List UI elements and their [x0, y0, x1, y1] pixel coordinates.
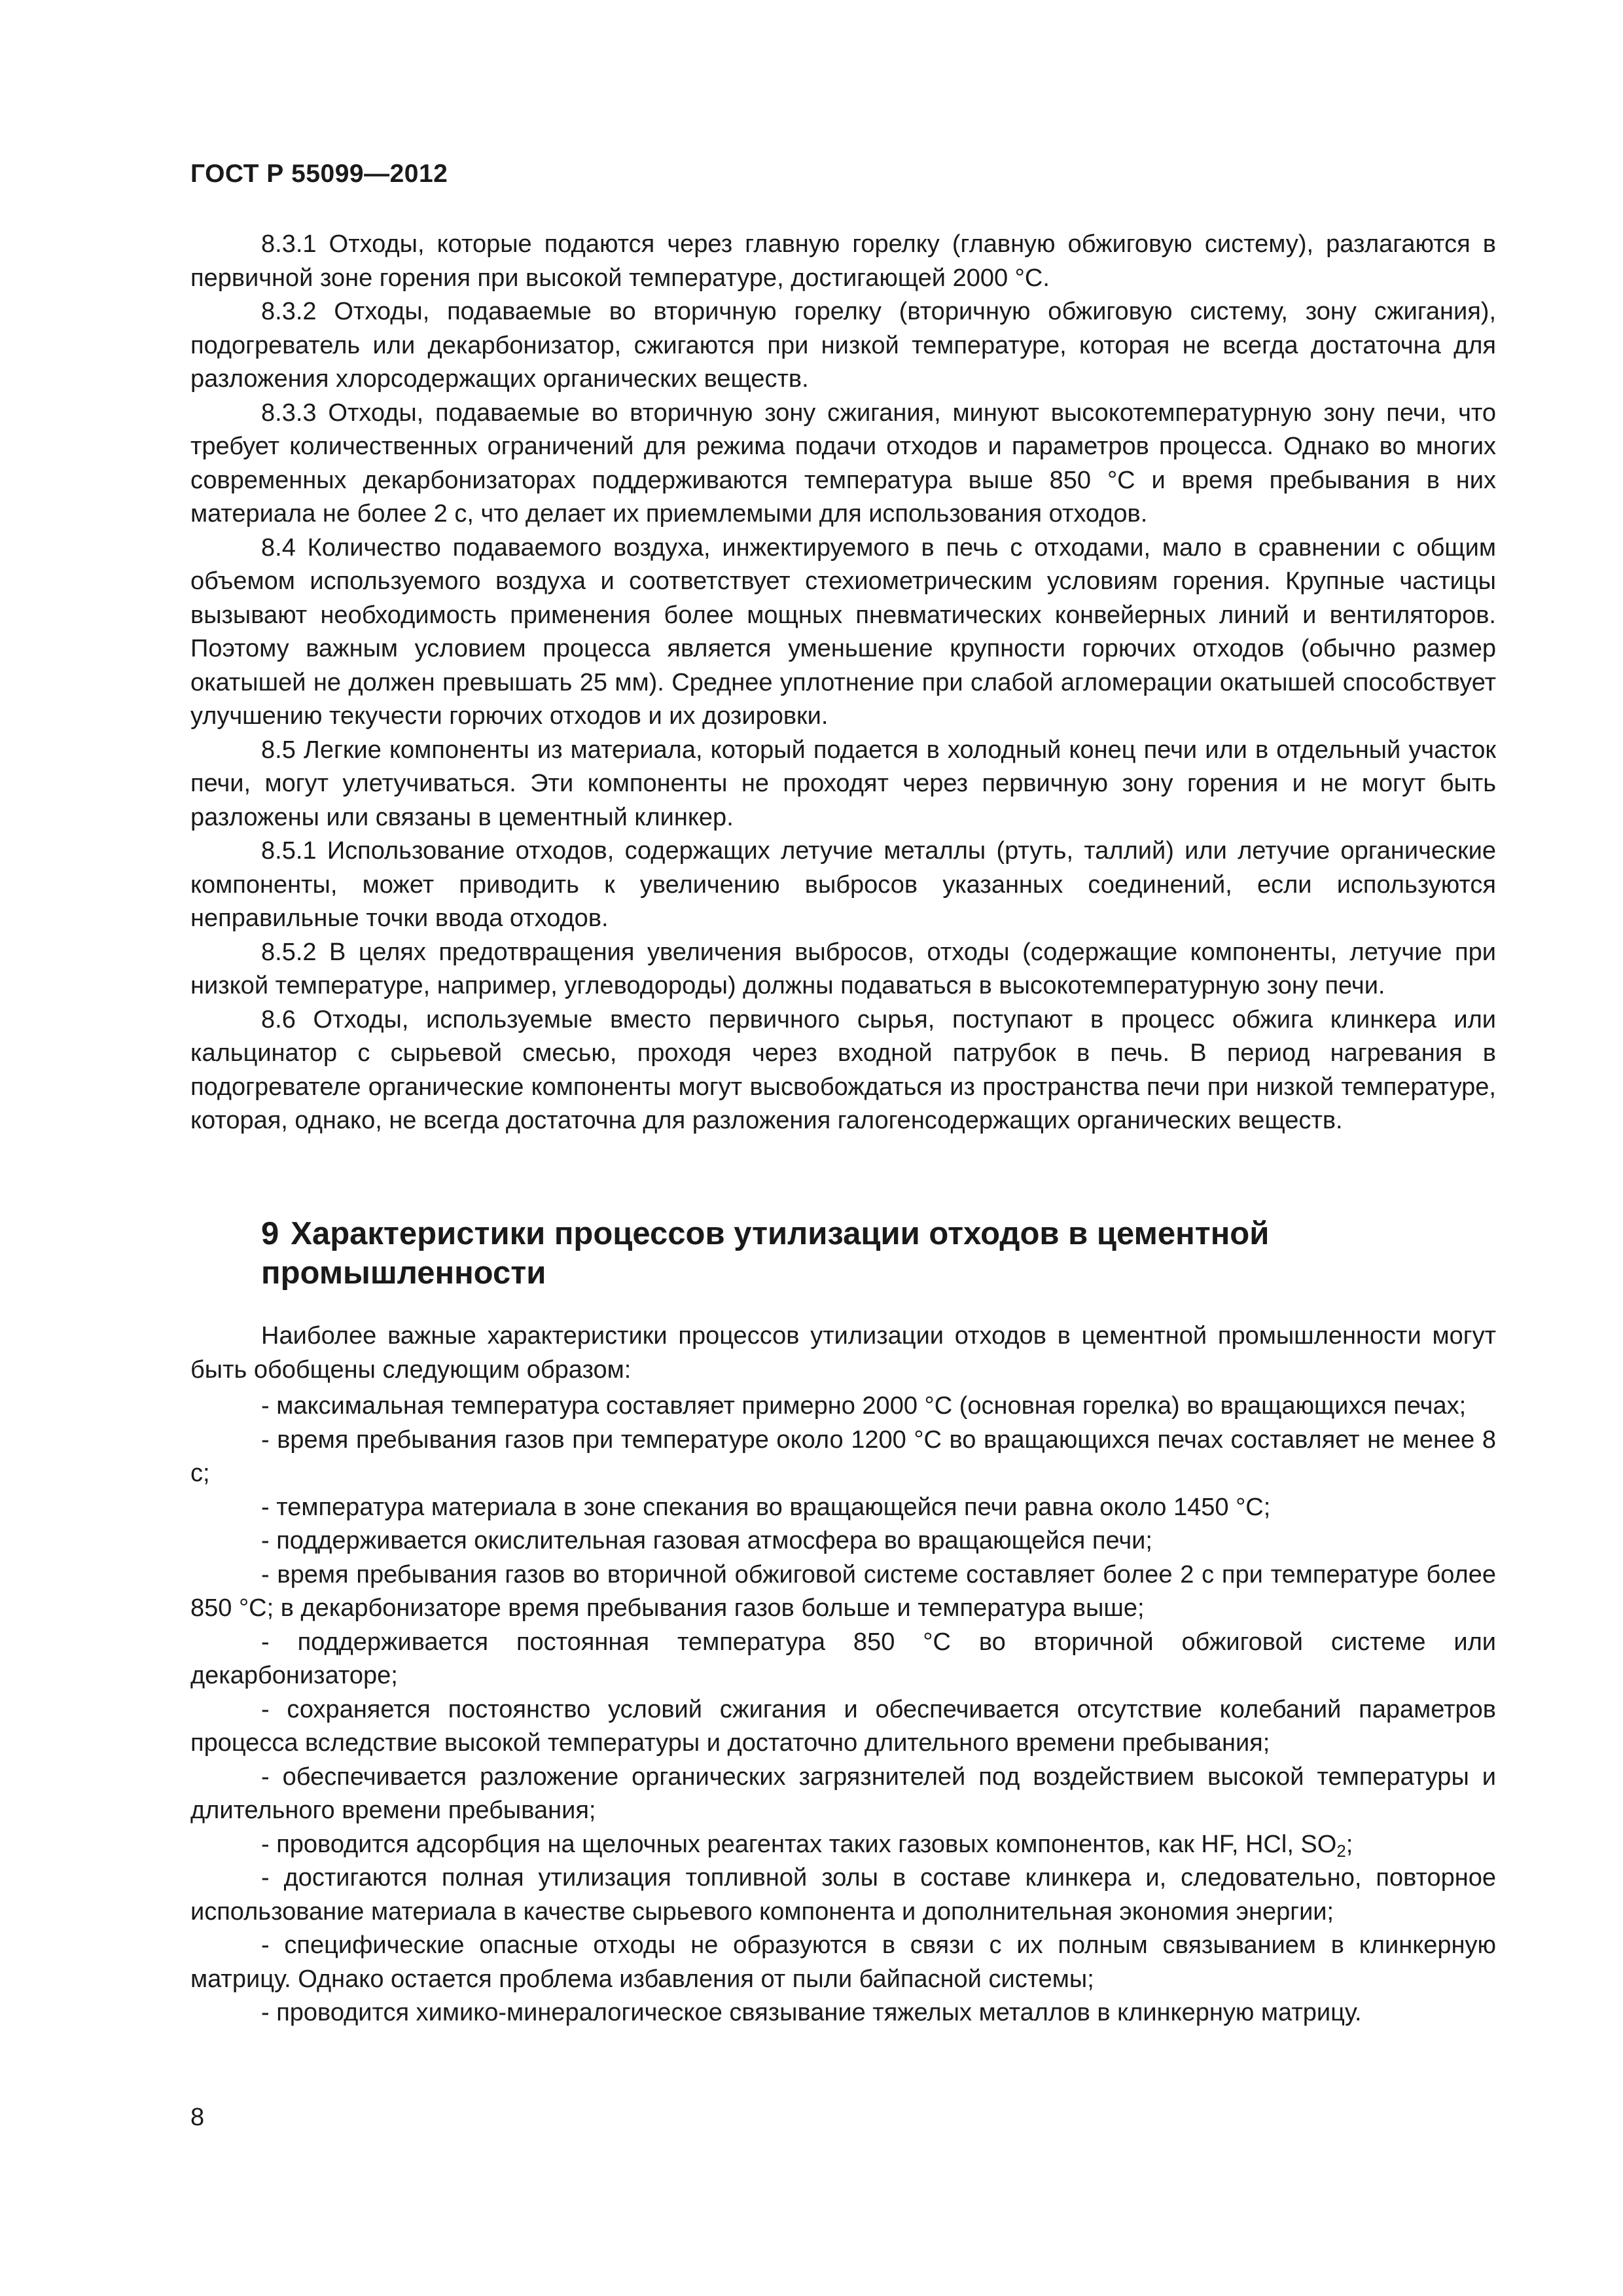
- paragraph-8-5-2: 8.5.2 В целях предотвращения увеличения выбросов, отходы (содержащие компоненты, летучие при низкой температуре, например, углеводороды) должны подаваться в высокотемпературную зону печи.: [190, 938, 1496, 999]
- list-item: - обеспечивается разложение органических загрязнителей под воздействием высокой температуры и длительного времени пребывания;: [190, 1763, 1496, 1824]
- so2-item-suffix: ;: [1346, 1830, 1353, 1858]
- list-item: - максимальная температура составляет примерно 2000 °С (основная горелка) во вращающихся печах;: [261, 1392, 1467, 1420]
- document-header: ГОСТ Р 55099—2012: [190, 160, 448, 188]
- section-title-text: Характеристики процессов утилизации отходов в цементной промышленности: [261, 1216, 1270, 1291]
- list-item: - сохраняется постоянство условий сжигания и обеспечивается отсутствие колебаний параметров процесса вследствие высокой температуры и достаточно длительного времени пребывания;: [190, 1695, 1496, 1757]
- paragraph-8-3-3: 8.3.3 Отходы, подаваемые во вторичную зону сжигания, минуют высокотемпературную зону печи, что требует количественных ограничений для режима подачи отходов и параметров процесса. Однако во многих современных декарбонизаторах поддерживаются температура выше 850 °С и время пребывания в них материала не более 2 с, что делает их приемлемыми для использования отходов.: [190, 399, 1496, 528]
- so2-subscript: 2: [1336, 1842, 1346, 1861]
- paragraph-8-6: 8.6 Отходы, используемые вместо первичного сырья, поступают в процесс обжига клинкера или кальцинатор с сырьевой смесью, проходя через входной патрубок в печь. В период нагревания в подогревателе органические компоненты могут высвобождаться из пространства печи при низкой температуре, которая, однако, не всегда достаточна для разложения галогенсодержащих органических веществ.: [190, 1005, 1496, 1134]
- list-item: - температура материала в зоне спекания во вращающейся печи равна около 1450 °С;: [261, 1493, 1271, 1521]
- list-item: - поддерживается постоянная температура 850 °С во вторичной обжиговой системе или декарбонизаторе;: [190, 1628, 1496, 1689]
- paragraph-8-3-2: 8.3.2 Отходы, подаваемые во вторичную горелку (вторичную обжиговую систему, зону сжигания), подогреватель или декарбонизатор, сжигаются при низкой температуре, которая не всегда достаточна для разложения хлорсодержащих органических веществ.: [190, 298, 1496, 393]
- section-9-intro: Наиболее важные характеристики процессов утилизации отходов в цементной промышленности могут быть обобщены следующим образом:: [190, 1322, 1496, 1384]
- paragraph-8-5-1: 8.5.1 Использование отходов, содержащих летучие металлы (ртуть, таллий) или летучие органические компоненты, может приводить к увеличению выбросов указанных соединений, если используются неправильные точки ввода отходов.: [190, 837, 1496, 932]
- list-item: - поддерживается окислительная газовая атмосфера во вращающейся печи;: [261, 1527, 1152, 1554]
- list-item: - время пребывания газов во вторичной обжиговой системе составляет более 2 с при температуре более 850 °С; в декарбонизаторе время пребывания газов больше и температура выше;: [190, 1560, 1496, 1622]
- section-number: 9: [261, 1216, 279, 1251]
- list-item: - проводится химико-минералогическое связывание тяжелых металлов в клинкерную матрицу.: [261, 1999, 1362, 2026]
- paragraph-8-4: 8.4 Количество подаваемого воздуха, инжектируемого в печь с отходами, мало в сравнении с общим объемом используемого воздуха и соответствует стехиометрическим условиям горения. Крупные частицы вызывают необходимость применения более мощных пневматических конвейерных линий и вентиляторов. Поэтому важным условием процесса является уменьшение крупности горючих отходов (обычно размер окатышей не должен превышать 25 мм). Среднее уплотнение при слабой агломерации окатышей способствует улучшению текучести горючих отходов и их дозировки.: [190, 533, 1496, 730]
- list-item: - достигаются полная утилизация топливной золы в составе клинкера и, следовательно, повторное использование материала в качестве сырьевого компонента и дополнительная экономия энергии;: [190, 1864, 1496, 1926]
- paragraph-8-3-1: 8.3.1 Отходы, которые подаются через главную горелку (главную обжиговую систему), разлагаются в первичной зоне горения при высокой температуре, достигающей 2000 °С.: [190, 230, 1496, 292]
- list-item: - время пребывания газов при температуре около 1200 °С во вращающихся печах составляет не менее 8 с;: [190, 1426, 1496, 1487]
- list-item: - специфические опасные отходы не образуются в связи с их полным связыванием в клинкерную матрицу. Однако остается проблема избавления от пыли байпасной системы;: [190, 1931, 1496, 1993]
- so2-item-text: - проводится адсорбция на щелочных реагентах таких газовых компонентов, как HF, HCl, SO: [261, 1830, 1337, 1858]
- list-item-so2: [190, 1828, 1496, 1862]
- section-9-body: [190, 1319, 1496, 2030]
- paragraph-8-5: 8.5 Легкие компоненты из материала, который подается в холодный конец печи или в отдельный участок печи, могут улетучиваться. Эти компоненты не проходят через первичную зону горения и не могут быть разложены или связаны в цементный клинкер.: [190, 736, 1496, 831]
- section-8-body: [190, 228, 1496, 1138]
- page-number: 8: [190, 2104, 205, 2131]
- section-9-heading: [261, 1214, 1374, 1293]
